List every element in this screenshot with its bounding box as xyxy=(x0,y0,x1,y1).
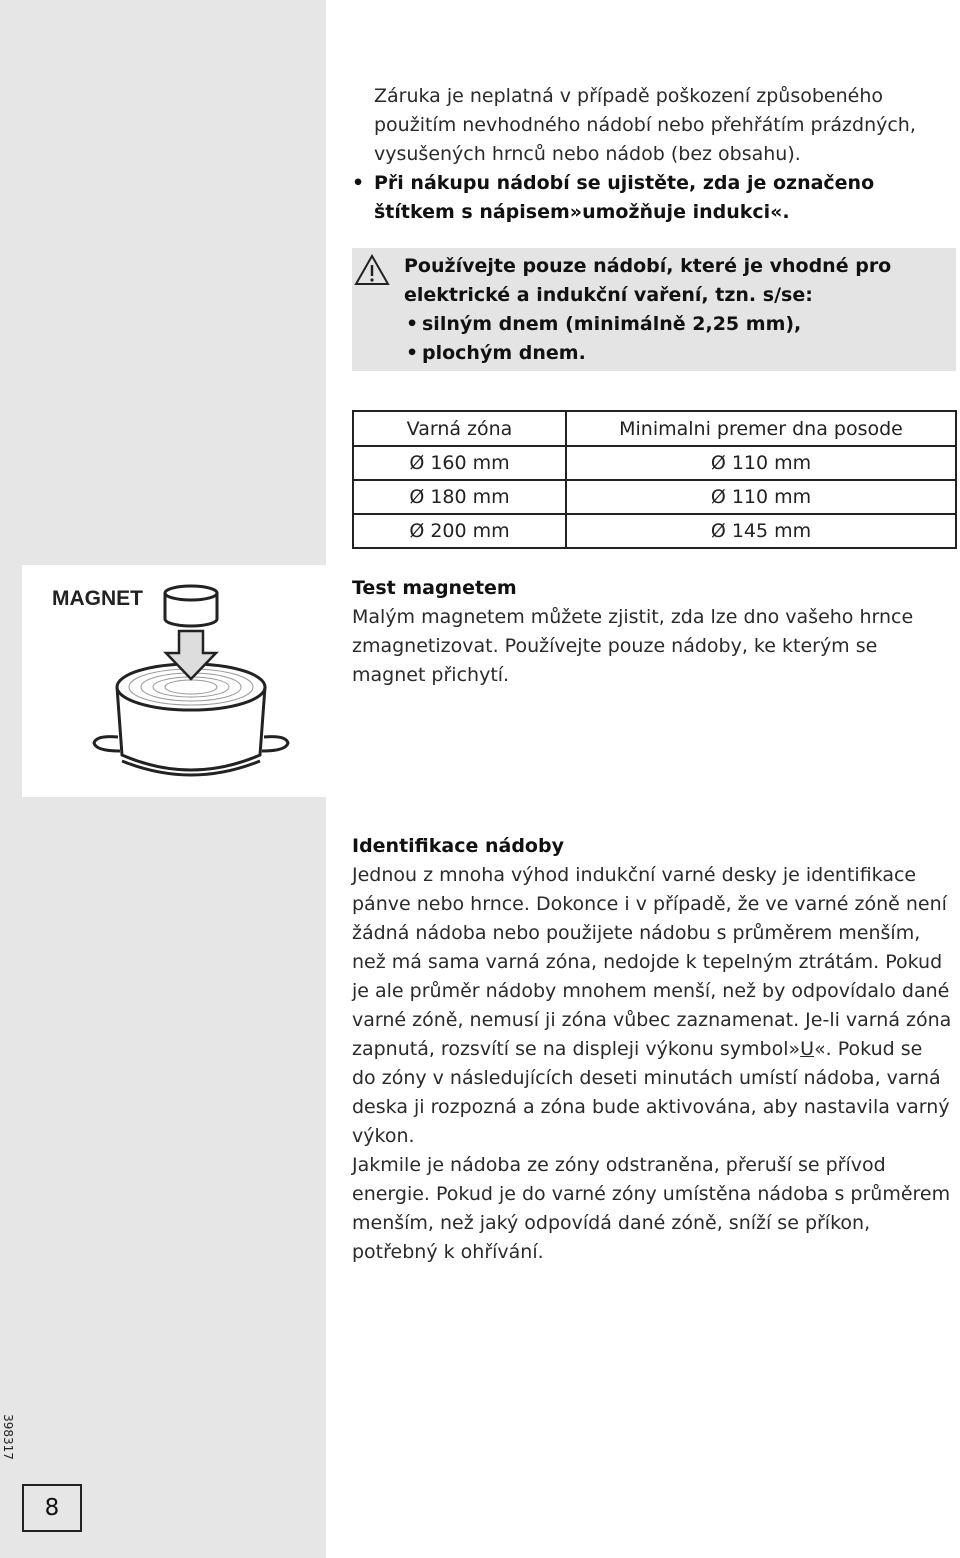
table-cell: Ø 160 mm xyxy=(353,446,566,480)
document-code: 398317 xyxy=(1,1414,15,1460)
column-header-zone: Varná zóna xyxy=(353,411,566,446)
cooking-zone-table xyxy=(352,410,957,549)
table-row xyxy=(353,514,956,548)
magnet-illustration-panel xyxy=(22,565,326,797)
warning-triangle-icon xyxy=(354,254,390,286)
table-row xyxy=(353,480,956,514)
magnet-label: MAGNET xyxy=(52,587,143,610)
table-cell: Ø 110 mm xyxy=(566,446,956,480)
page-number: 8 xyxy=(22,1484,82,1532)
induction-label-text: Při nákupu nádobí se ujistěte, zda je označeno štítkem s nápisem»umožňuje indukci«. xyxy=(374,172,875,223)
pot-with-magnet-illustration xyxy=(82,575,302,790)
bullet-dot: • xyxy=(352,172,365,194)
warning-text: Používejte pouze nádobí, které je vhodné pro elektrické a indukční vaření, tzn. s/se: xyxy=(404,255,892,306)
induction-label-bullet xyxy=(352,169,952,227)
identification-title: Identifikace nádoby xyxy=(352,835,564,857)
symbol-u: U xyxy=(800,1038,815,1060)
warning-box xyxy=(352,248,956,371)
warning-list xyxy=(406,310,801,368)
table-cell: Ø 200 mm xyxy=(353,514,566,548)
column-header-min-diameter: Minimalni premer dna posode xyxy=(566,411,956,446)
magnet-test-body: Malým magnetem můžete zjistit, zda lze dno vašeho hrnce zmagnetizovat. Používejte pouze nádoby, ke kterým se magnet přichytí. xyxy=(352,606,914,686)
table-header-row xyxy=(353,411,956,446)
warranty-paragraph: Záruka je neplatná v případě poškození způsobeného použitím nevhodného nádobí nebo přehřátím prázdných, vysušených hrnců nebo nádob (bez obsahu). xyxy=(374,85,916,165)
warning-item: • plochým dnem. xyxy=(406,342,586,364)
magnet-icon xyxy=(165,586,217,626)
table-cell: Ø 180 mm xyxy=(353,480,566,514)
warning-item: • silným dnem (minimálně 2,25 mm), xyxy=(406,313,802,335)
identification-body-2: Jakmile je nádoba ze zóny odstraněna, přeruší se přívod energie. Pokud je do varné zóny umístěna nádoba s průměrem menším, než jaký odpovídá dané zóně, sníží se příkon, potřebný k ohřívání. xyxy=(352,1154,951,1263)
identification-section xyxy=(352,832,952,1267)
magnet-test-section xyxy=(352,574,952,690)
table-cell: Ø 110 mm xyxy=(566,480,956,514)
identification-body-1: Jednou z mnoha výhod indukční varné desky je identifikace pánve nebo hrnce. Dokonce i v případě, že ve varné zóně není žádná nádoba nebo použijete nádobu s průměrem menším, než má sama varná zóna, nedojde k tepelným ztrátám. Pokud je ale průměr nádoby mnohem menší, než by odpovídalo dané varné zóně, nemusí ji zóna vůbec zaznamenat. Je-li varná zóna zapnutá, rozsvítí se na displeji výkonu symbol»U«. Pokud se do zóny v následujících deseti minutách umístí nádoba, varná deska ji rozpozná a zóna bude aktivována, aby nastavila varný výkon. xyxy=(352,864,952,1147)
intro-section xyxy=(352,82,952,227)
table-row xyxy=(353,446,956,480)
magnet-test-title: Test magnetem xyxy=(352,577,517,599)
table-cell: Ø 145 mm xyxy=(566,514,956,548)
